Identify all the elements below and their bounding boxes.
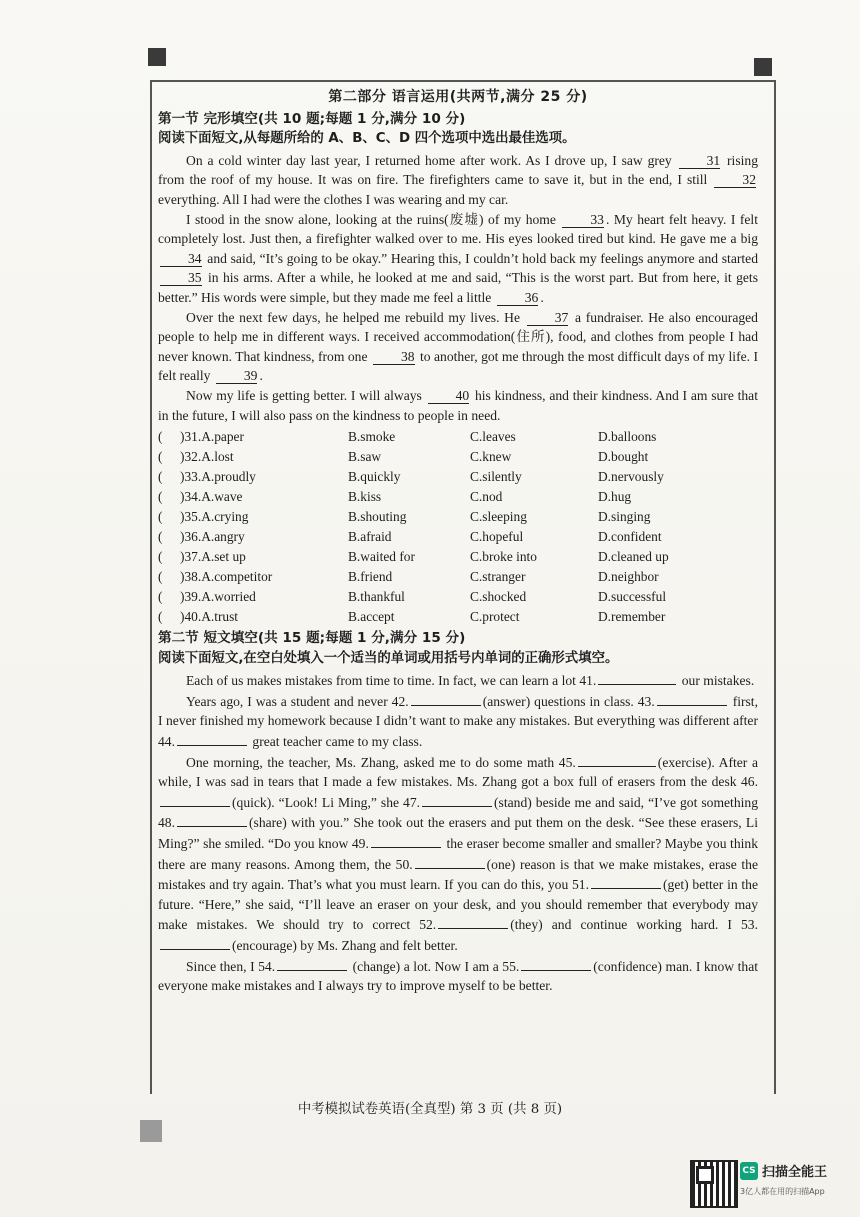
option-c[interactable]: C.stranger	[470, 569, 526, 585]
answer-paren[interactable]: (	[158, 609, 163, 625]
option-a[interactable]	[180, 487, 348, 507]
fill-blank-51[interactable]	[591, 874, 661, 889]
question-number: )38.	[180, 569, 202, 585]
option-row	[158, 587, 758, 607]
section1-title: 第一节 完形填空(共 10 题;每题 1 分,满分 10 分)	[158, 110, 466, 127]
fill-paragraph-1: Each of us makes mistakes from time to time. In fact, we can learn a lot 41. our mistakes.	[158, 670, 758, 691]
option-a-text[interactable]: A.worried	[201, 589, 256, 605]
blank-38[interactable]: 38	[373, 349, 415, 365]
option-b[interactable]: B.smoke	[348, 429, 396, 445]
option-row	[158, 567, 758, 587]
option-c[interactable]: C.silently	[470, 469, 522, 485]
option-a-text[interactable]: A.paper	[201, 429, 244, 445]
answer-paren[interactable]: (	[158, 529, 163, 545]
blank-36[interactable]: 36	[497, 290, 539, 306]
option-c[interactable]: C.nod	[470, 489, 503, 505]
cloze-paragraph-2: I stood in the snow alone, looking at the ruins(废墟) of my home 33 . My heart felt heavy. I felt completely lost. Just then, a firefighter walked over to me. His eyes looked tired but kind. He gave me a big 34 and said, “It’s going to be okay.” Hearing this, I couldn’t hold back my feelings anymore and started 35 in his arms. After a while, he looked at me and said, “This is the worst part. But from here, it gets better.” His words were simple, but they made me feel a little 36 .	[158, 211, 758, 305]
fill-blank-54[interactable]	[277, 956, 347, 971]
option-a[interactable]	[180, 587, 348, 607]
option-d[interactable]: D.hug	[598, 489, 632, 505]
option-d[interactable]: D.nervously	[598, 469, 664, 485]
option-b[interactable]: B.afraid	[348, 529, 392, 545]
fill-blank-50[interactable]	[415, 854, 485, 869]
question-number: )35.	[180, 509, 202, 525]
option-a[interactable]	[180, 527, 348, 547]
fill-blank-43[interactable]	[657, 691, 727, 706]
fill-blank-42[interactable]	[411, 691, 481, 706]
section2-instruction: 阅读下面短文,在空白处填入一个适当的单词或用括号内单词的正确形式填空。	[158, 650, 619, 666]
option-a[interactable]	[180, 567, 348, 587]
option-row	[158, 547, 758, 567]
question-number: )31.	[180, 429, 202, 445]
fill-blank-46[interactable]	[160, 792, 230, 807]
registration-mark	[754, 58, 772, 76]
answer-paren[interactable]: (	[158, 429, 163, 445]
option-d[interactable]: D.cleaned up	[598, 549, 669, 565]
option-a-text[interactable]: A.proudly	[201, 469, 256, 485]
option-c[interactable]: C.sleeping	[470, 509, 527, 525]
option-c[interactable]: C.hopeful	[470, 529, 524, 545]
option-a-text[interactable]: A.competitor	[201, 569, 273, 585]
section2-title: 第二节 短文填空(共 15 题;每题 1 分,满分 15 分)	[158, 630, 466, 647]
option-b[interactable]: B.thankful	[348, 589, 405, 605]
option-a[interactable]	[180, 607, 348, 627]
option-a[interactable]	[180, 447, 348, 467]
answer-paren[interactable]: (	[158, 589, 163, 605]
fill-blank-55[interactable]	[521, 956, 591, 971]
blank-32[interactable]: 32	[714, 172, 756, 188]
fill-blank-52[interactable]	[438, 914, 508, 929]
option-row	[158, 607, 758, 627]
blank-31[interactable]: 31	[679, 153, 721, 169]
option-b[interactable]: B.saw	[348, 449, 382, 465]
option-c[interactable]: C.shocked	[470, 589, 527, 605]
section1-instruction: 阅读下面短文,从每题所给的 A、B、C、D 四个选项中选出最佳选项。	[158, 131, 576, 147]
option-d[interactable]: D.remember	[598, 609, 666, 625]
option-row	[158, 447, 758, 467]
fill-blank-49[interactable]	[371, 833, 441, 848]
question-number: )33.	[180, 469, 202, 485]
blank-34[interactable]: 34	[160, 251, 202, 267]
answer-paren[interactable]: (	[158, 469, 163, 485]
fill-paragraph-2: Years ago, I was a student and never 42. (answer) questions in class. 43. first, I never finished my homework because I didn’t want to make any mistakes. But everything was different after 44. great teacher came to my class.	[158, 691, 758, 752]
question-number: )34.	[180, 489, 202, 505]
fill-blank-53[interactable]	[160, 935, 230, 950]
question-number: )39.	[180, 589, 202, 605]
option-b[interactable]: B.friend	[348, 569, 393, 585]
option-row	[158, 427, 758, 447]
part-title: 第二部分 语言运用(共两节,满分 25 分)	[328, 89, 588, 105]
cloze-paragraph-4: Now my life is getting better. I will always 40 his kindness, and their kindness. And I am sure that in the future, I will also pass on the kindness to people in need.	[158, 387, 758, 423]
scanner-watermark	[690, 1160, 850, 1210]
question-number: )40.	[180, 609, 202, 625]
answer-paren[interactable]: (	[158, 449, 163, 465]
option-a-text[interactable]: A.crying	[201, 509, 249, 525]
fill-paragraph-3: One morning, the teacher, Ms. Zhang, asked me to do some math 45. (exercise). After a while, I was sad in tears that I made a few mistakes. Ms. Zhang got a box full of erasers from the desk 46.(quick). “Look! Li Ming,” she 47. (stand) beside me and said, “I’ve got something 48. (share) with you.” She took out the erasers and put them on the desk. “See these erasers, Li Ming?” she smiled. “Do you know 49. the eraser become smaller and smaller? Maybe you think there are many reasons. Among them, the 50. (one) reason is that we make mistakes, erase the mistakes and try again. That’s what you must learn. If you can do this, you 51. (get) better in the future. “Here,” she said, “I’ll leave an eraser on your desk, and you should remember that everybody may make mistakes. We should try to correct 52. (they) and continue working hard. I 53.(encourage) by Ms. Zhang and felt better.	[158, 752, 758, 956]
option-d[interactable]: D.successful	[598, 589, 667, 605]
option-a[interactable]	[180, 467, 348, 487]
option-b[interactable]: B.quickly	[348, 469, 401, 485]
option-d[interactable]: D.neighbor	[598, 569, 659, 585]
option-row	[158, 487, 758, 507]
blank-35[interactable]: 35	[160, 270, 202, 286]
option-d[interactable]: D.bought	[598, 449, 649, 465]
fill-blank-41[interactable]	[598, 670, 676, 685]
fill-paragraph-4: Since then, I 54. (change) a lot. Now I am a 55. (confidence) man. I know that everyone make mistakes and I always try to improve myself to be better.	[158, 956, 758, 996]
option-a-text[interactable]: A.angry	[201, 529, 245, 545]
cloze-paragraph-1: On a cold winter day last year, I returned home after work. As I drove up, I saw grey 31 rising from the roof of my house. It was on fire. The firefighters came to save it, but in the end, I still 32 everything. All I had were the clothes I was wearing and my car.	[158, 152, 758, 207]
blank-40[interactable]: 40	[428, 388, 470, 404]
question-number: )32.	[180, 449, 202, 465]
option-d[interactable]: D.singing	[598, 509, 651, 525]
blank-37[interactable]: 37	[527, 310, 569, 326]
camscanner-logo-icon: CS	[740, 1162, 758, 1180]
option-d[interactable]: D.balloons	[598, 429, 657, 445]
option-d[interactable]: D.confident	[598, 529, 662, 545]
option-row	[158, 467, 758, 487]
option-a-text[interactable]: A.set up	[201, 549, 246, 565]
answer-paren[interactable]: (	[158, 489, 163, 505]
option-a[interactable]	[180, 427, 348, 447]
registration-mark	[140, 1120, 162, 1142]
answer-paren[interactable]: (	[158, 549, 163, 565]
exam-content	[158, 88, 758, 996]
answer-paren[interactable]: (	[158, 569, 163, 585]
cloze-paragraph-3: Over the next few days, he helped me rebuild my lives. He 37 a fundraiser. He also encouraged people to help me in different ways. I received accommodation(住所), food, and clothes from people I had never known. That kindness, from one 38 to another, got me through the most difficult days of my life. I felt really 39 .	[158, 309, 758, 384]
option-a-text[interactable]: A.lost	[201, 449, 234, 465]
blank-39[interactable]: 39	[216, 368, 258, 384]
scanner-tagline: 3亿人都在用的扫描App	[740, 1187, 825, 1196]
option-row	[158, 507, 758, 527]
option-b[interactable]: B.waited for	[348, 549, 415, 565]
option-b[interactable]: B.accept	[348, 609, 395, 625]
blank-33[interactable]: 33	[562, 212, 604, 228]
fill-blank-48[interactable]	[177, 812, 247, 827]
question-number: )36.	[180, 529, 202, 545]
qr-code-icon	[690, 1160, 738, 1208]
option-c[interactable]: C.leaves	[470, 429, 516, 445]
fill-blank-45[interactable]	[578, 752, 656, 767]
fill-blank-44[interactable]	[177, 731, 247, 746]
option-b[interactable]: B.kiss	[348, 489, 382, 505]
option-c[interactable]: C.knew	[470, 449, 512, 465]
question-number: )37.	[180, 549, 202, 565]
option-a[interactable]	[180, 507, 348, 527]
fill-blank-47[interactable]	[422, 792, 492, 807]
option-row	[158, 527, 758, 547]
registration-mark	[148, 48, 166, 66]
option-a-text[interactable]: A.wave	[201, 489, 243, 505]
options-list	[158, 427, 758, 627]
option-b[interactable]: B.shouting	[348, 509, 407, 525]
option-a[interactable]	[180, 547, 348, 567]
option-c[interactable]: C.broke into	[470, 549, 537, 565]
scanner-brand: 扫描全能王	[762, 1165, 828, 1180]
option-a-text[interactable]: A.trust	[201, 609, 239, 625]
option-c[interactable]: C.protect	[470, 609, 520, 625]
page-footer: 中考模拟试卷英语(全真型) 第 3 页 (共 8 页)	[297, 1102, 563, 1117]
answer-paren[interactable]: (	[158, 509, 163, 525]
